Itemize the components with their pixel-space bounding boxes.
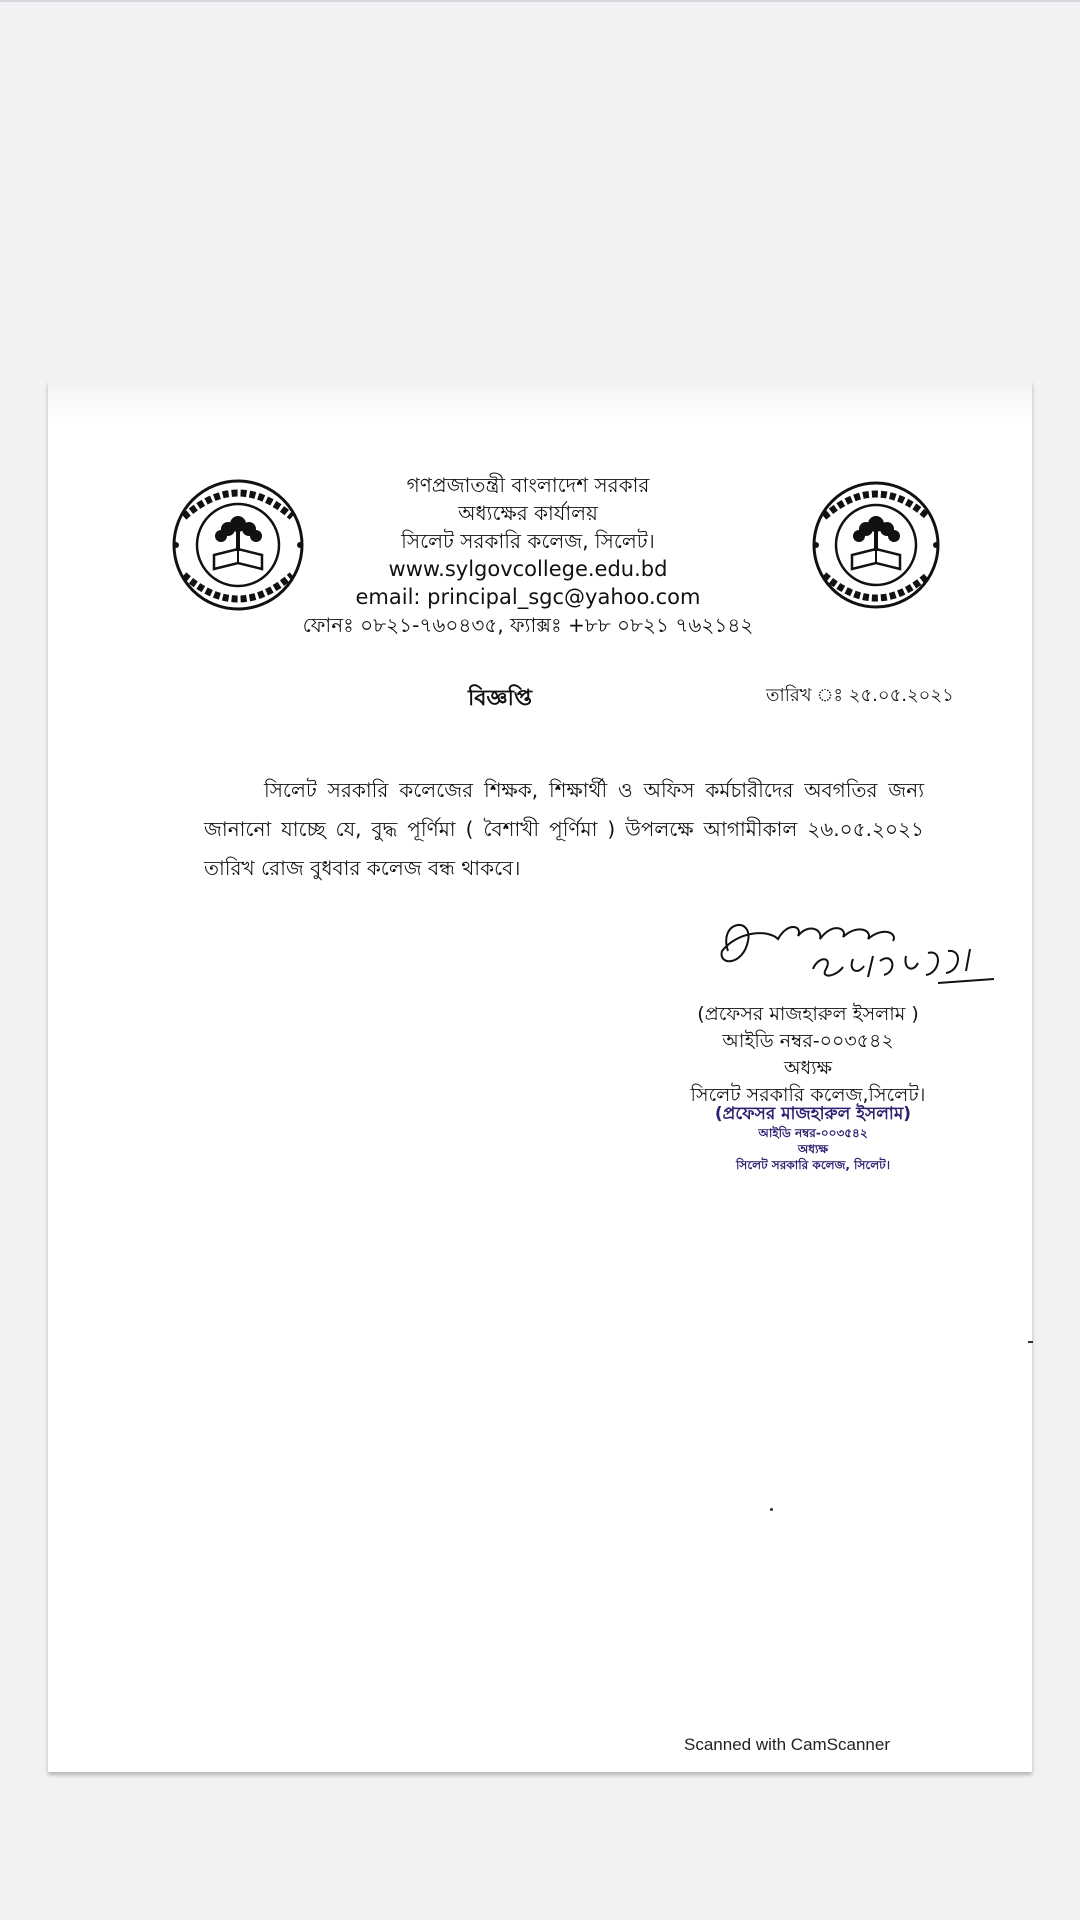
college-line: সিলেট সরকারি কলেজ, সিলেট। <box>401 529 655 553</box>
notice-title: বিজ্ঞপ্তি <box>468 686 532 711</box>
stamp-name: (প্রফেসর মাজহারুল ইসলাম) <box>714 1104 912 1124</box>
notice-body <box>204 771 924 888</box>
document-page <box>48 381 1032 1772</box>
signatory-block <box>678 1001 938 1109</box>
website-line: www.sylgovcollege.edu.bd <box>388 557 668 581</box>
signatory-name: (প্রফেসর মাজহারুল ইসলাম ) <box>697 1003 919 1025</box>
camscanner-watermark: Scanned with CamScanner <box>684 1735 891 1754</box>
right-seal-logo <box>808 477 944 613</box>
phone-fax-line: ফোনঃ ০৮২১-৭৬০৪৩৫, ফ্যাক্সঃ +৮৮ ০৮২১ ৭৬২১৪২ <box>302 613 754 637</box>
scan-speck <box>770 1508 773 1511</box>
government-line: গণপ্রজাতন্ত্রী বাংলাদেশ সরকার <box>406 473 650 497</box>
signatory-id: আইডি নম্বর-০০৩৫৪২ <box>722 1030 894 1052</box>
stamp-designation: অধ্যক্ষ <box>797 1142 829 1156</box>
email-line: email: principal_sgc@yahoo.com <box>355 585 701 609</box>
left-seal-logo <box>170 477 306 613</box>
notice-date: তারিখ ঃ ২৫.০৫.২০২১ <box>766 685 954 706</box>
office-line: অধ্যক্ষের কার্যালয় <box>458 501 598 525</box>
scan-mark <box>1028 1341 1033 1343</box>
signatory-designation: অধ্যক্ষ <box>783 1057 832 1079</box>
stamp-id: আইডি নম্বর-০০৩৫৪২ <box>758 1126 868 1140</box>
signatory-college: সিলেট সরকারি কলেজ,সিলেট। <box>690 1084 926 1106</box>
letterhead <box>298 471 758 639</box>
stamp-college: সিলেট সরকারি কলেজ, সিলেট। <box>735 1158 891 1172</box>
official-stamp <box>688 1103 938 1173</box>
top-divider <box>0 0 1080 2</box>
handwritten-signature <box>708 911 998 995</box>
notice-body-text: সিলেট সরকারি কলেজের শিক্ষক, শিক্ষার্থী ও অফিস কর্মচারীদের অবগতির জন্য জানানো যাচ্ছে যে, বুদ্ধ পূর্ণিমা ( বৈশাখী পূর্ণিমা ) উপলক্ষে আগামীকাল ২৬.০৫.২০২১ তারিখ রোজ বুধবার কলেজ বন্ধ থাকবে। <box>204 778 924 880</box>
